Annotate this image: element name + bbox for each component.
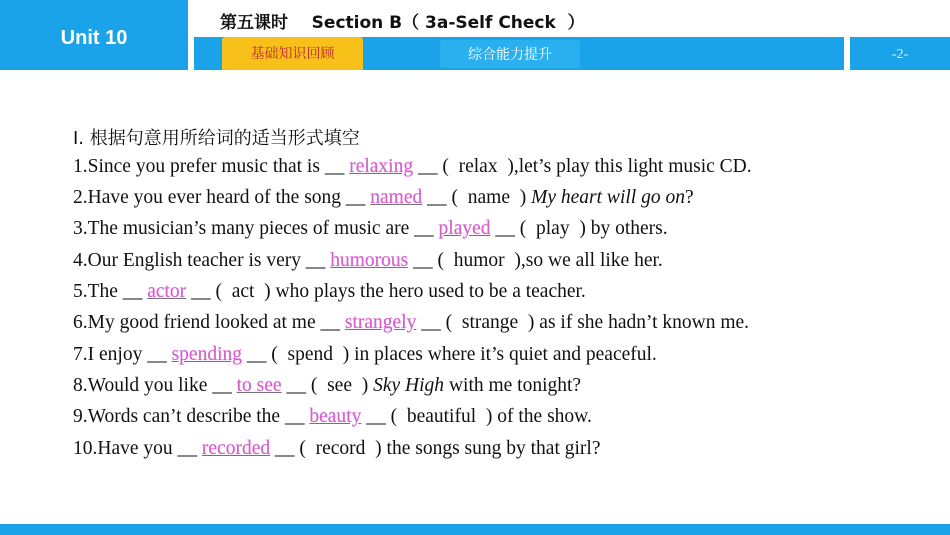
item-text: 4.Our English teacher is very __ [73,250,331,271]
answer-text: played [438,218,491,239]
unit-label: Unit 10 [60,27,128,49]
exercise-item-7 [73,344,657,366]
item-text: 5.The __ [73,281,148,302]
movie-title: Sky High [373,375,445,396]
answer-text: spending [171,344,242,365]
answer-text: strangely [344,312,417,333]
item-text: 9.Words can’t describe the __ [73,406,310,427]
tab-comprehensive[interactable]: 综合能力提升 [468,47,552,63]
exercise-item-9 [73,406,592,428]
answer-text: relaxing [349,156,414,177]
item-text: ) of the show. [485,406,592,427]
answer-text: humorous [330,250,409,271]
exercise-item-2 [73,187,694,209]
exercise-item-1 [73,156,752,178]
hint-word: act [221,281,265,302]
item-text: ) as if she hadn’t known me. [527,312,750,333]
section-heading: Ⅰ. 根据句意用所给词的适当形式填空 [73,128,360,149]
answer-text: beauty [309,406,362,427]
item-text: __ ( [361,406,398,427]
item-text: ) in places where it’s quiet and peaceful. [342,344,657,365]
answer-text: recorded [201,438,271,459]
answer-text: to see [236,375,282,396]
tab-basic-knowledge[interactable]: 基础知识回顾 [250,46,335,62]
item-text: with me tonight? [444,375,582,396]
item-text: ) [361,375,374,396]
answer-text: actor [147,281,187,302]
hint-word: play [526,218,580,239]
item-text: __ ( [422,187,459,208]
item-text: 1.Since you prefer music that is __ [73,156,350,177]
item-text: __ ( [413,156,449,177]
item-text: __ ( [242,344,278,365]
hint-word: see [317,375,362,396]
hint-word: humor [443,250,515,271]
item-text: __ ( [270,438,306,459]
hint-word: beautiful [397,406,486,427]
item-text: 8.Would you like __ [73,375,237,396]
item-text: __ ( [408,250,444,271]
hint-word: relax [448,156,508,177]
exercise-item-10 [73,438,600,460]
exercise-item-3 [73,218,668,240]
item-text: ) by others. [579,218,668,239]
page-number: -2- [891,47,909,62]
item-text: ) [519,187,532,208]
lesson-title: 第五课时 Section B（ 3a-Self Check ） [220,13,585,33]
hint-word: spend [277,344,343,365]
hint-word: record [305,438,376,459]
answer-text: named [370,187,423,208]
item-text: ),so we all like her. [514,250,663,271]
item-text: __ ( [186,281,222,302]
item-text: 7.I enjoy __ [73,344,172,365]
item-text: __ ( [281,375,318,396]
hint-word: name [458,187,520,208]
item-text: 2.Have you ever heard of the song __ [73,187,371,208]
exercise-item-4 [73,250,663,272]
item-text: ) who plays the hero used to be a teacher. [264,281,586,302]
item-text: 10.Have you __ [73,438,202,459]
item-text: 3.The musician’s many pieces of music are __ [73,218,439,239]
item-text: ? [684,187,694,208]
exercise-item-8 [73,375,581,397]
song-title: My heart will go on [531,187,685,208]
exercise-item-6 [73,312,749,334]
exercise-item-5 [73,281,586,303]
item-text: ),let’s play this light music CD. [507,156,752,177]
item-text: ) the songs sung by that girl? [375,438,601,459]
item-text: __ ( [416,312,453,333]
item-text: __ ( [490,218,527,239]
hint-word: strange [452,312,528,333]
bottom-bar [0,524,950,535]
item-text: 6.My good friend looked at me __ [73,312,345,333]
